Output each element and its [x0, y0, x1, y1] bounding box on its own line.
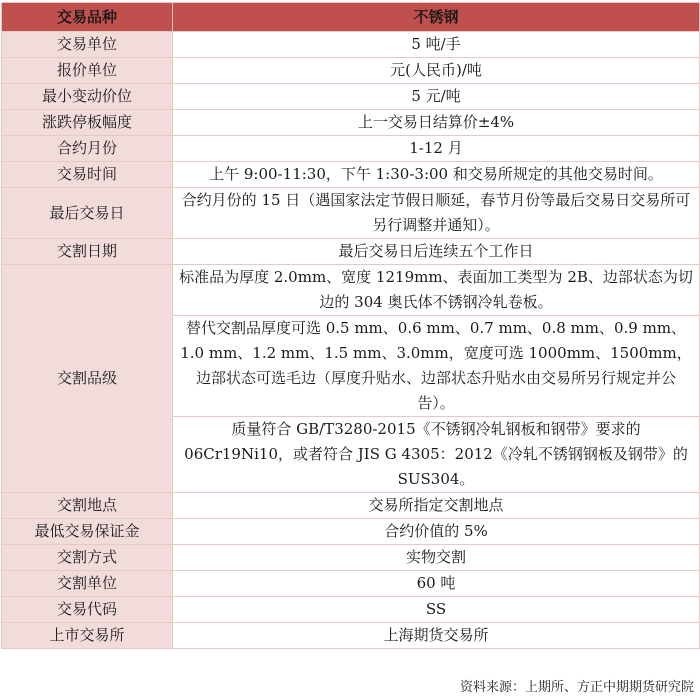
table-row — [2, 265, 700, 316]
row-key: 最后交易日 — [2, 188, 173, 239]
row-value: 替代交割品厚度可选 0.5 mm、0.6 mm、0.7 mm、0.8 mm、0.9 mm、1.0 mm、1.2 mm、1.5 mm、3.0mm，宽度可选 1000mm、1500mm，边部状态可选毛边（厚度升贴水、边部状态升贴水由交易所另行规定并公告）。 — [173, 316, 700, 417]
header-key: 交易品种 — [2, 3, 173, 32]
table-row — [2, 545, 700, 571]
row-key: 交易代码 — [2, 597, 173, 623]
row-key: 交割方式 — [2, 545, 173, 571]
table-row — [2, 188, 700, 239]
table-row — [2, 623, 700, 649]
row-value: 交易所指定交割地点 — [173, 493, 700, 519]
table-row — [2, 597, 700, 623]
row-key: 最小变动价位 — [2, 84, 173, 110]
header-value: 不锈钢 — [173, 3, 700, 32]
row-value: 质量符合 GB/T3280-2015《不锈钢冷轧钢板和钢带》要求的 06Cr19Ni10，或者符合 JIS G 4305：2012《冷轧不锈钢钢板及钢带》的 SUS304。 — [173, 417, 700, 493]
row-value: 5 元/吨 — [173, 84, 700, 110]
table-row — [2, 110, 700, 136]
table-row — [2, 32, 700, 58]
table-row — [2, 84, 700, 110]
source-note: 资料来源：上期所、方正中期期货研究院 — [459, 680, 694, 695]
row-value: 标准品为厚度 2.0mm、宽度 1219mm、表面加工类型为 2B、边部状态为切边的 304 奥氏体不锈钢冷轧卷板。 — [173, 265, 700, 316]
row-value: 5 吨/手 — [173, 32, 700, 58]
row-key: 上市交易所 — [2, 623, 173, 649]
table-row — [2, 493, 700, 519]
row-value: 60 吨 — [173, 571, 700, 597]
row-value: 合约价值的 5% — [173, 519, 700, 545]
row-key: 交易时间 — [2, 162, 173, 188]
row-value: 1-12 月 — [173, 136, 700, 162]
row-key: 交割地点 — [2, 493, 173, 519]
table-row — [2, 519, 700, 545]
table-row — [2, 136, 700, 162]
row-value: 最后交易日后连续五个工作日 — [173, 239, 700, 265]
row-key: 报价单位 — [2, 58, 173, 84]
table-header-row — [2, 3, 700, 32]
table-row — [2, 162, 700, 188]
row-key: 合约月份 — [2, 136, 173, 162]
row-value: 上一交易日结算价±4% — [173, 110, 700, 136]
row-value: 上海期货交易所 — [173, 623, 700, 649]
table-row — [2, 571, 700, 597]
row-value: SS — [173, 597, 700, 623]
row-value: 实物交割 — [173, 545, 700, 571]
row-key: 交易单位 — [2, 32, 173, 58]
row-key: 交割日期 — [2, 239, 173, 265]
row-value: 元(人民币)/吨 — [173, 58, 700, 84]
table-row — [2, 239, 700, 265]
contract-spec-table — [1, 2, 700, 649]
row-value: 上午 9:00-11:30，下午 1:30-3:00 和交易所规定的其他交易时间。 — [173, 162, 700, 188]
row-key: 交割单位 — [2, 571, 173, 597]
row-key: 最低交易保证金 — [2, 519, 173, 545]
row-key: 涨跌停板幅度 — [2, 110, 173, 136]
row-key: 交割品级 — [2, 265, 173, 493]
row-value: 合约月份的 15 日（遇国家法定节假日顺延，春节月份等最后交易日交易所可另行调整并通知）。 — [173, 188, 700, 239]
table-row — [2, 58, 700, 84]
